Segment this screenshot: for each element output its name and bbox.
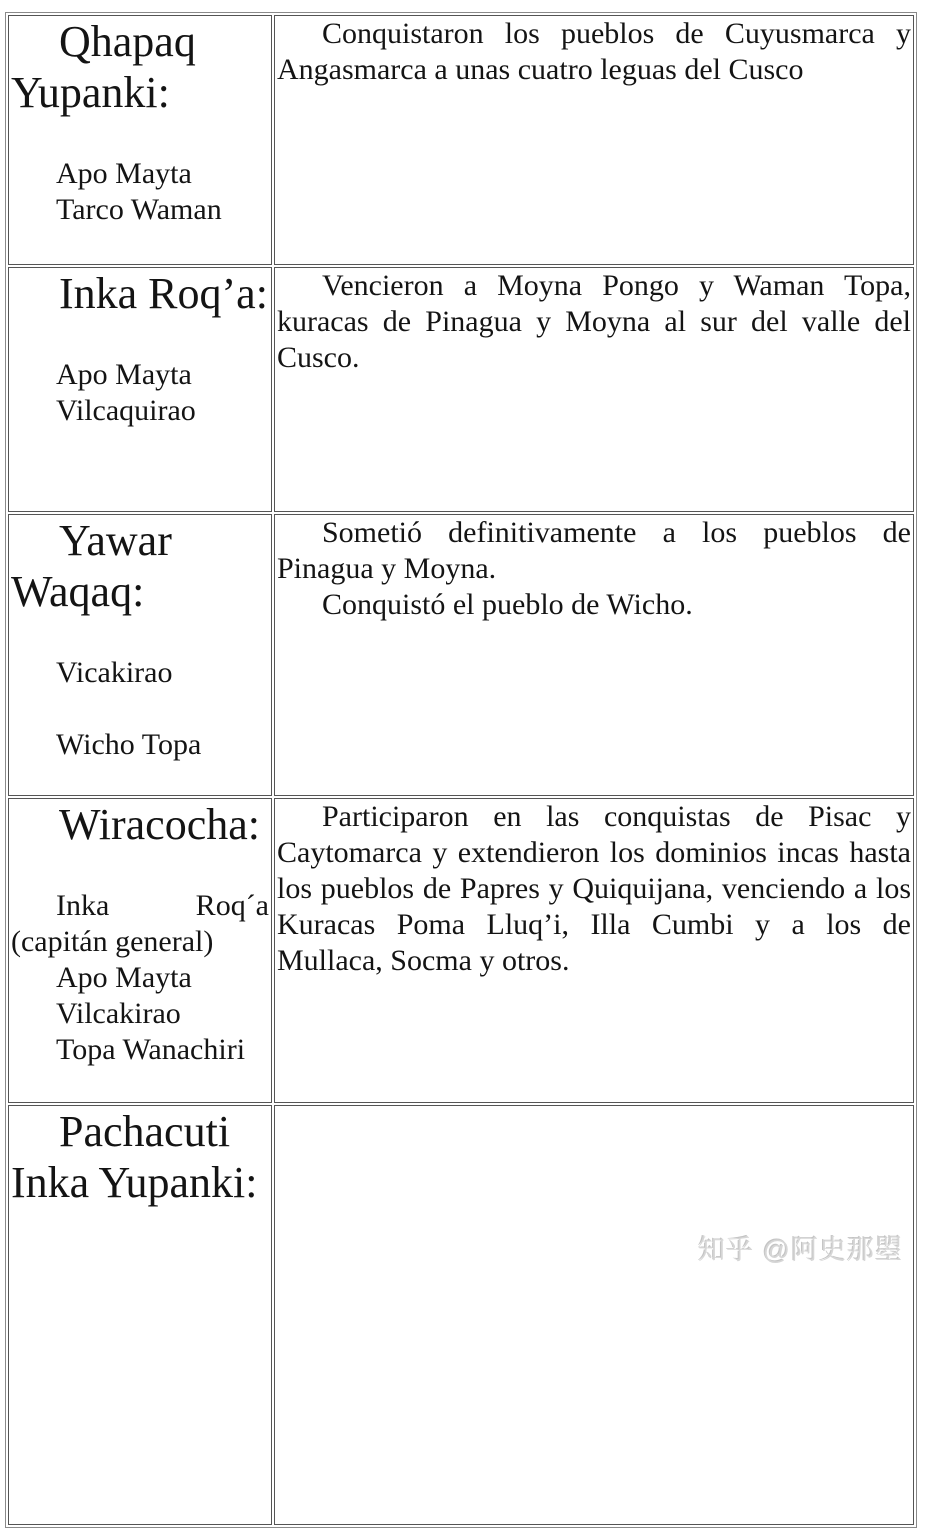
captain-name: Apo Mayta xyxy=(56,358,192,391)
description-paragraph: Conquistaron los pueblos de Cuyusmarca y Angasmarca a unas cuatro leguas del Cusco xyxy=(277,17,911,86)
captain-name: Topa Wanachiri xyxy=(56,1033,246,1066)
ruler-cell xyxy=(8,1105,272,1525)
description-cell xyxy=(274,798,914,1103)
description-paragraph: Conquistó el pueblo de Wicho. xyxy=(322,588,693,621)
ruler-name: Wiracocha: xyxy=(59,800,260,849)
ruler-name: Qhapaq Yupanki: xyxy=(11,17,196,117)
table-row xyxy=(8,15,914,265)
ruler-name: Yawar Waqaq: xyxy=(11,516,172,616)
ruler-name: Pachacuti Inka Yupanki: xyxy=(11,1107,258,1207)
captain-name: Inka Roq´a (capitán general) xyxy=(11,889,269,958)
description-cell xyxy=(274,267,914,512)
ruler-name: Inka Roq’a: xyxy=(59,269,268,318)
captains-group xyxy=(11,156,269,228)
description-paragraph: Sometió definitivamente a los pueblos de Pinagua y Moyna. xyxy=(277,516,911,585)
ruler-cell xyxy=(8,514,272,796)
captain-name: Tarco Waman xyxy=(56,193,222,226)
captains-group xyxy=(11,357,269,429)
captain-name: Apo Mayta xyxy=(56,961,192,994)
ruler-cell xyxy=(8,267,272,512)
ruler-cell xyxy=(8,798,272,1103)
captain-name: Apo Mayta xyxy=(56,157,192,190)
captain-name: Vilcakirao xyxy=(56,997,181,1030)
inca-rulers-table xyxy=(5,12,917,1528)
table-row xyxy=(8,267,914,512)
captain-name: Vicakirao xyxy=(56,656,173,689)
description-cell xyxy=(274,15,914,265)
captains-group xyxy=(11,888,269,1068)
table-row xyxy=(8,1105,914,1525)
captain-name: Wicho Topa xyxy=(56,728,202,761)
table-row xyxy=(8,798,914,1103)
zhihu-watermark: 知乎 @阿史那曌 xyxy=(698,1235,903,1265)
blank-line xyxy=(11,691,269,727)
description-paragraph: Participaron en las conquistas de Pisac y Caytomarca y extendieron los dominios incas hasta los pueblos de Papres y Quiquijana, venciendo a los Kuracas Poma Lluq’i, Illa Cumbi y a los de Mullaca, Socma y otros. xyxy=(277,800,911,977)
description-paragraph: Vencieron a Moyna Pongo y Waman Topa, kuracas de Pinagua y Moyna al sur del valle del Cusco. xyxy=(277,269,911,374)
captain-name: Vilcaquirao xyxy=(56,394,196,427)
ruler-cell xyxy=(8,15,272,265)
captains-group xyxy=(11,655,269,763)
description-cell xyxy=(274,514,914,796)
table-row xyxy=(8,514,914,796)
description-cell xyxy=(274,1105,914,1525)
